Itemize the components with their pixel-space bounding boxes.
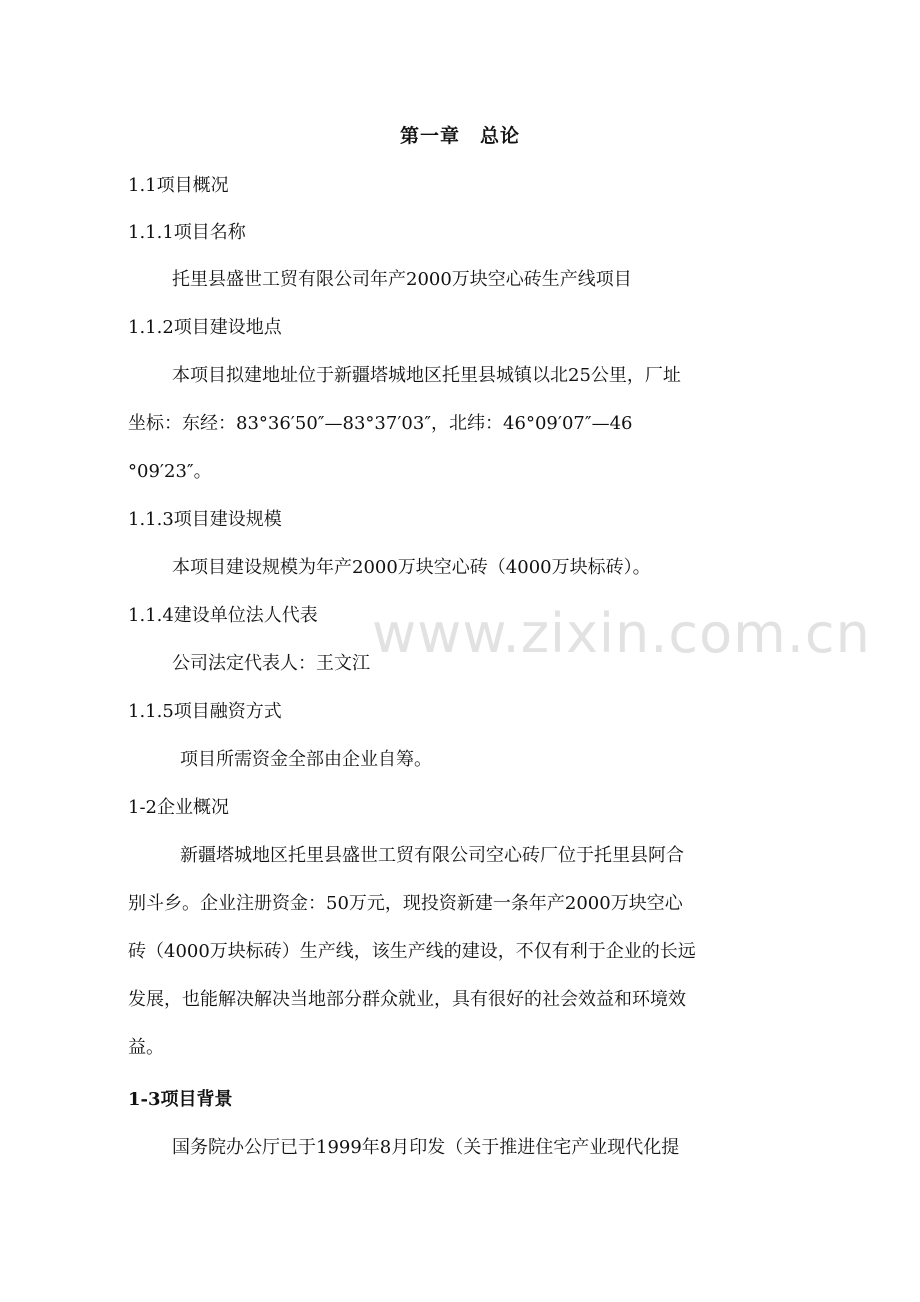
section-heading-1-1-5: 1.1.5项目融资方式 [128,701,282,722]
section-heading-1-2: 1-2企业概况 [128,797,229,818]
scale-text: 本项目建设规模为年产2000万块空心砖（4000万块标砖）。 [172,557,651,578]
section-heading-1-1-1: 1.1.1项目名称 [128,222,246,243]
company-line-2: 别斗乡。企业注册资金：50万元，现投资新建一条年产2000万块空心 [128,893,683,914]
company-line-3: 砖（4000万块标砖）生产线，该生产线的建设，不仅有利于企业的长远 [128,941,696,962]
section-heading-1-3: 1-3项目背景 [128,1089,233,1110]
chapter-title: 第一章 总论 [399,125,520,147]
financing-text: 项目所需资金全部由企业自筹。 [180,749,432,770]
location-line-2: 坐标：东经：83°36′50″—83°37′03″，北纬：46°09′07″—46 [128,413,633,434]
section-heading-1-1-4: 1.1.4建设单位法人代表 [128,605,318,626]
section-heading-1-1-3: 1.1.3项目建设规模 [128,509,282,530]
company-line-1: 新疆塔城地区托里县盛世工贸有限公司空心砖厂位于托里县阿合 [180,845,684,866]
legal-rep-text: 公司法定代表人：王文江 [172,653,370,674]
company-line-5: 益。 [128,1037,164,1058]
location-line-1: 本项目拟建地址位于新疆塔城地区托里县城镇以北25公里，厂址 [172,365,681,386]
project-name-text: 托里县盛世工贸有限公司年产2000万块空心砖生产线项目 [172,269,632,290]
section-heading-1-1-2: 1.1.2项目建设地点 [128,317,282,338]
location-line-3: °09′23″。 [128,461,212,482]
background-line-1: 国务院办公厅已于1999年8月印发（关于推进住宅产业现代化提 [172,1137,680,1158]
watermark: www.zixin.com.cn [372,602,871,665]
section-heading-1-1: 1.1项目概况 [128,175,229,196]
company-line-4: 发展，也能解决解决当地部分群众就业，具有很好的社会效益和环境效 [128,989,686,1010]
